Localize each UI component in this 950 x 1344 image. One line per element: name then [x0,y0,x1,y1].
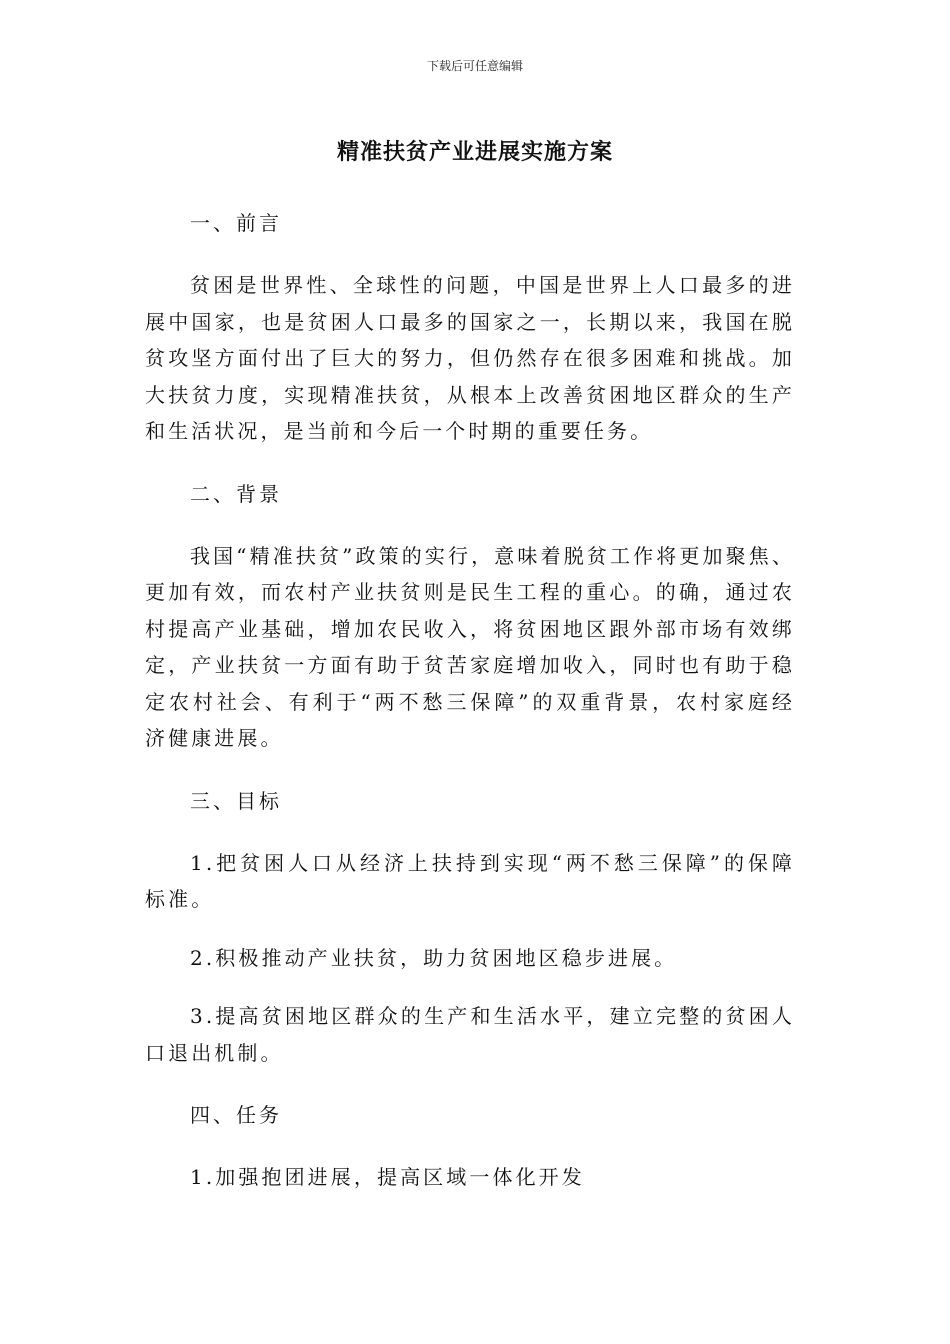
section-heading-goals: 三、目标 [190,788,282,813]
download-note: 下载后可任意编辑 [426,59,523,73]
section-heading-preface: 一、前言 [190,211,282,235]
section-heading-tasks: 四、任务 [190,1103,282,1127]
section-heading-background: 二、背景 [190,481,282,506]
goal-item-2: 2.积极推动产业扶贫，助力贫困地区稳步进展。 [190,945,678,970]
preface-paragraph: 贫困是世界性、全球性的问题，中国是世界上人口最多的进展中国家，也是贫困人口最多的国家之一，长期以来，我国在脱贫攻坚方面付出了巨大的努力，但仍然存在很多困难和挑战。加大扶贫力度，实现精准扶贫，从根本上改善贫困地区群众的生产和生活状况，是当前和今后一个时期的重要任务。 [145,273,795,443]
document-body [145,205,795,1196]
goal-item-3: 3.提高贫困地区群众的生产和生活水平，建立完整的贫困人口退出机制。 [145,1004,795,1065]
document-title: 精准扶贫产业进展实施方案 [336,140,613,165]
goal-item-1: 1.把贫困人口从经济上扶持到实现“两不愁三保障”的保障标准。 [145,850,795,911]
background-paragraph: 我国“精准扶贫”政策的实行，意味着脱贫工作将更加聚焦、更加有效，而农村产业扶贫则是民生工程的重心。的确，通过农村提高产业基础，增加农民收入，将贫困地区跟外部市场有效绑定，产业扶贫一方面有助于贫苦家庭增加收入，同时也有助于稳定农村社会、有利于“两不愁三保障”的双重背景，农村家庭经济健康进展。 [145,543,795,750]
task-item-1: 1.加强抱团进展，提高区域一体化开发 [190,1165,585,1189]
